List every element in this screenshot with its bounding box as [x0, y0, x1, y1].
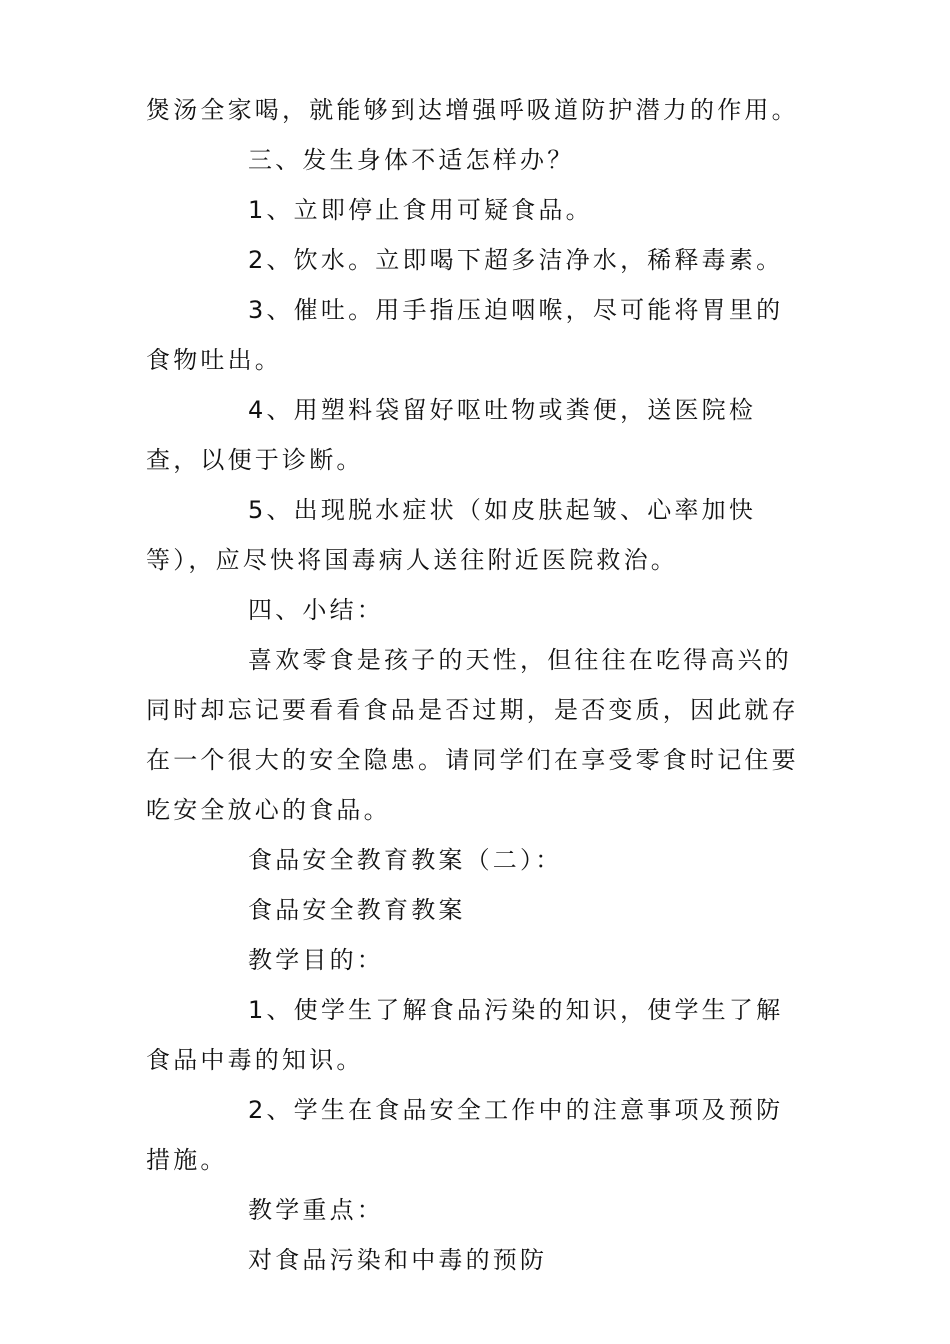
- document-body: [146, 85, 810, 1285]
- teaching-focus-heading: 教学重点：: [248, 1196, 384, 1224]
- goal-item-1: 1、使学生了解食品污染的知识，使学生了解食品中毒的知识。: [146, 996, 784, 1074]
- list-item-5: 5、出现脱水症状（如皮肤起皱、心率加快等），应尽快将国毒病人送往附近医院救治。: [146, 496, 757, 574]
- summary-paragraph: 喜欢零食是孩子的天性，但往往在吃得高兴的同时却忘记要看看食品是否过期，是否变质，因此就存在一个很大的安全隐患。请同学们在享受零食时记住要吃安全放心的食品。: [146, 646, 799, 824]
- list-item-3: 3、催吐。用手指压迫咽喉，尽可能将胃里的食物吐出。: [146, 296, 784, 374]
- lesson-plan-title: 食品安全教育教案: [248, 896, 466, 924]
- section-heading-4: 四、小结：: [248, 596, 384, 624]
- list-item-2: 2、饮水。立即喝下超多洁净水，稀释毒素。: [248, 246, 784, 274]
- list-item-4: 4、用塑料袋留好呕吐物或粪便，送医院检查，以便于诊断。: [146, 396, 757, 474]
- section-heading-3: 三、发生身体不适怎样办？: [248, 146, 575, 174]
- lesson-plan-2-heading: 食品安全教育教案（二）：: [248, 846, 563, 874]
- teaching-focus-text: 对食品污染和中毒的预防: [248, 1246, 548, 1274]
- paragraph-continuation: 煲汤全家喝，就能够到达增强呼吸道防护潜力的作用。: [146, 96, 799, 124]
- teaching-goals-heading: 教学目的：: [248, 946, 384, 974]
- goal-item-2: 2、学生在食品安全工作中的注意事项及预防措施。: [146, 1096, 784, 1174]
- list-item-1: 1、立即停止食用可疑食品。: [248, 196, 593, 224]
